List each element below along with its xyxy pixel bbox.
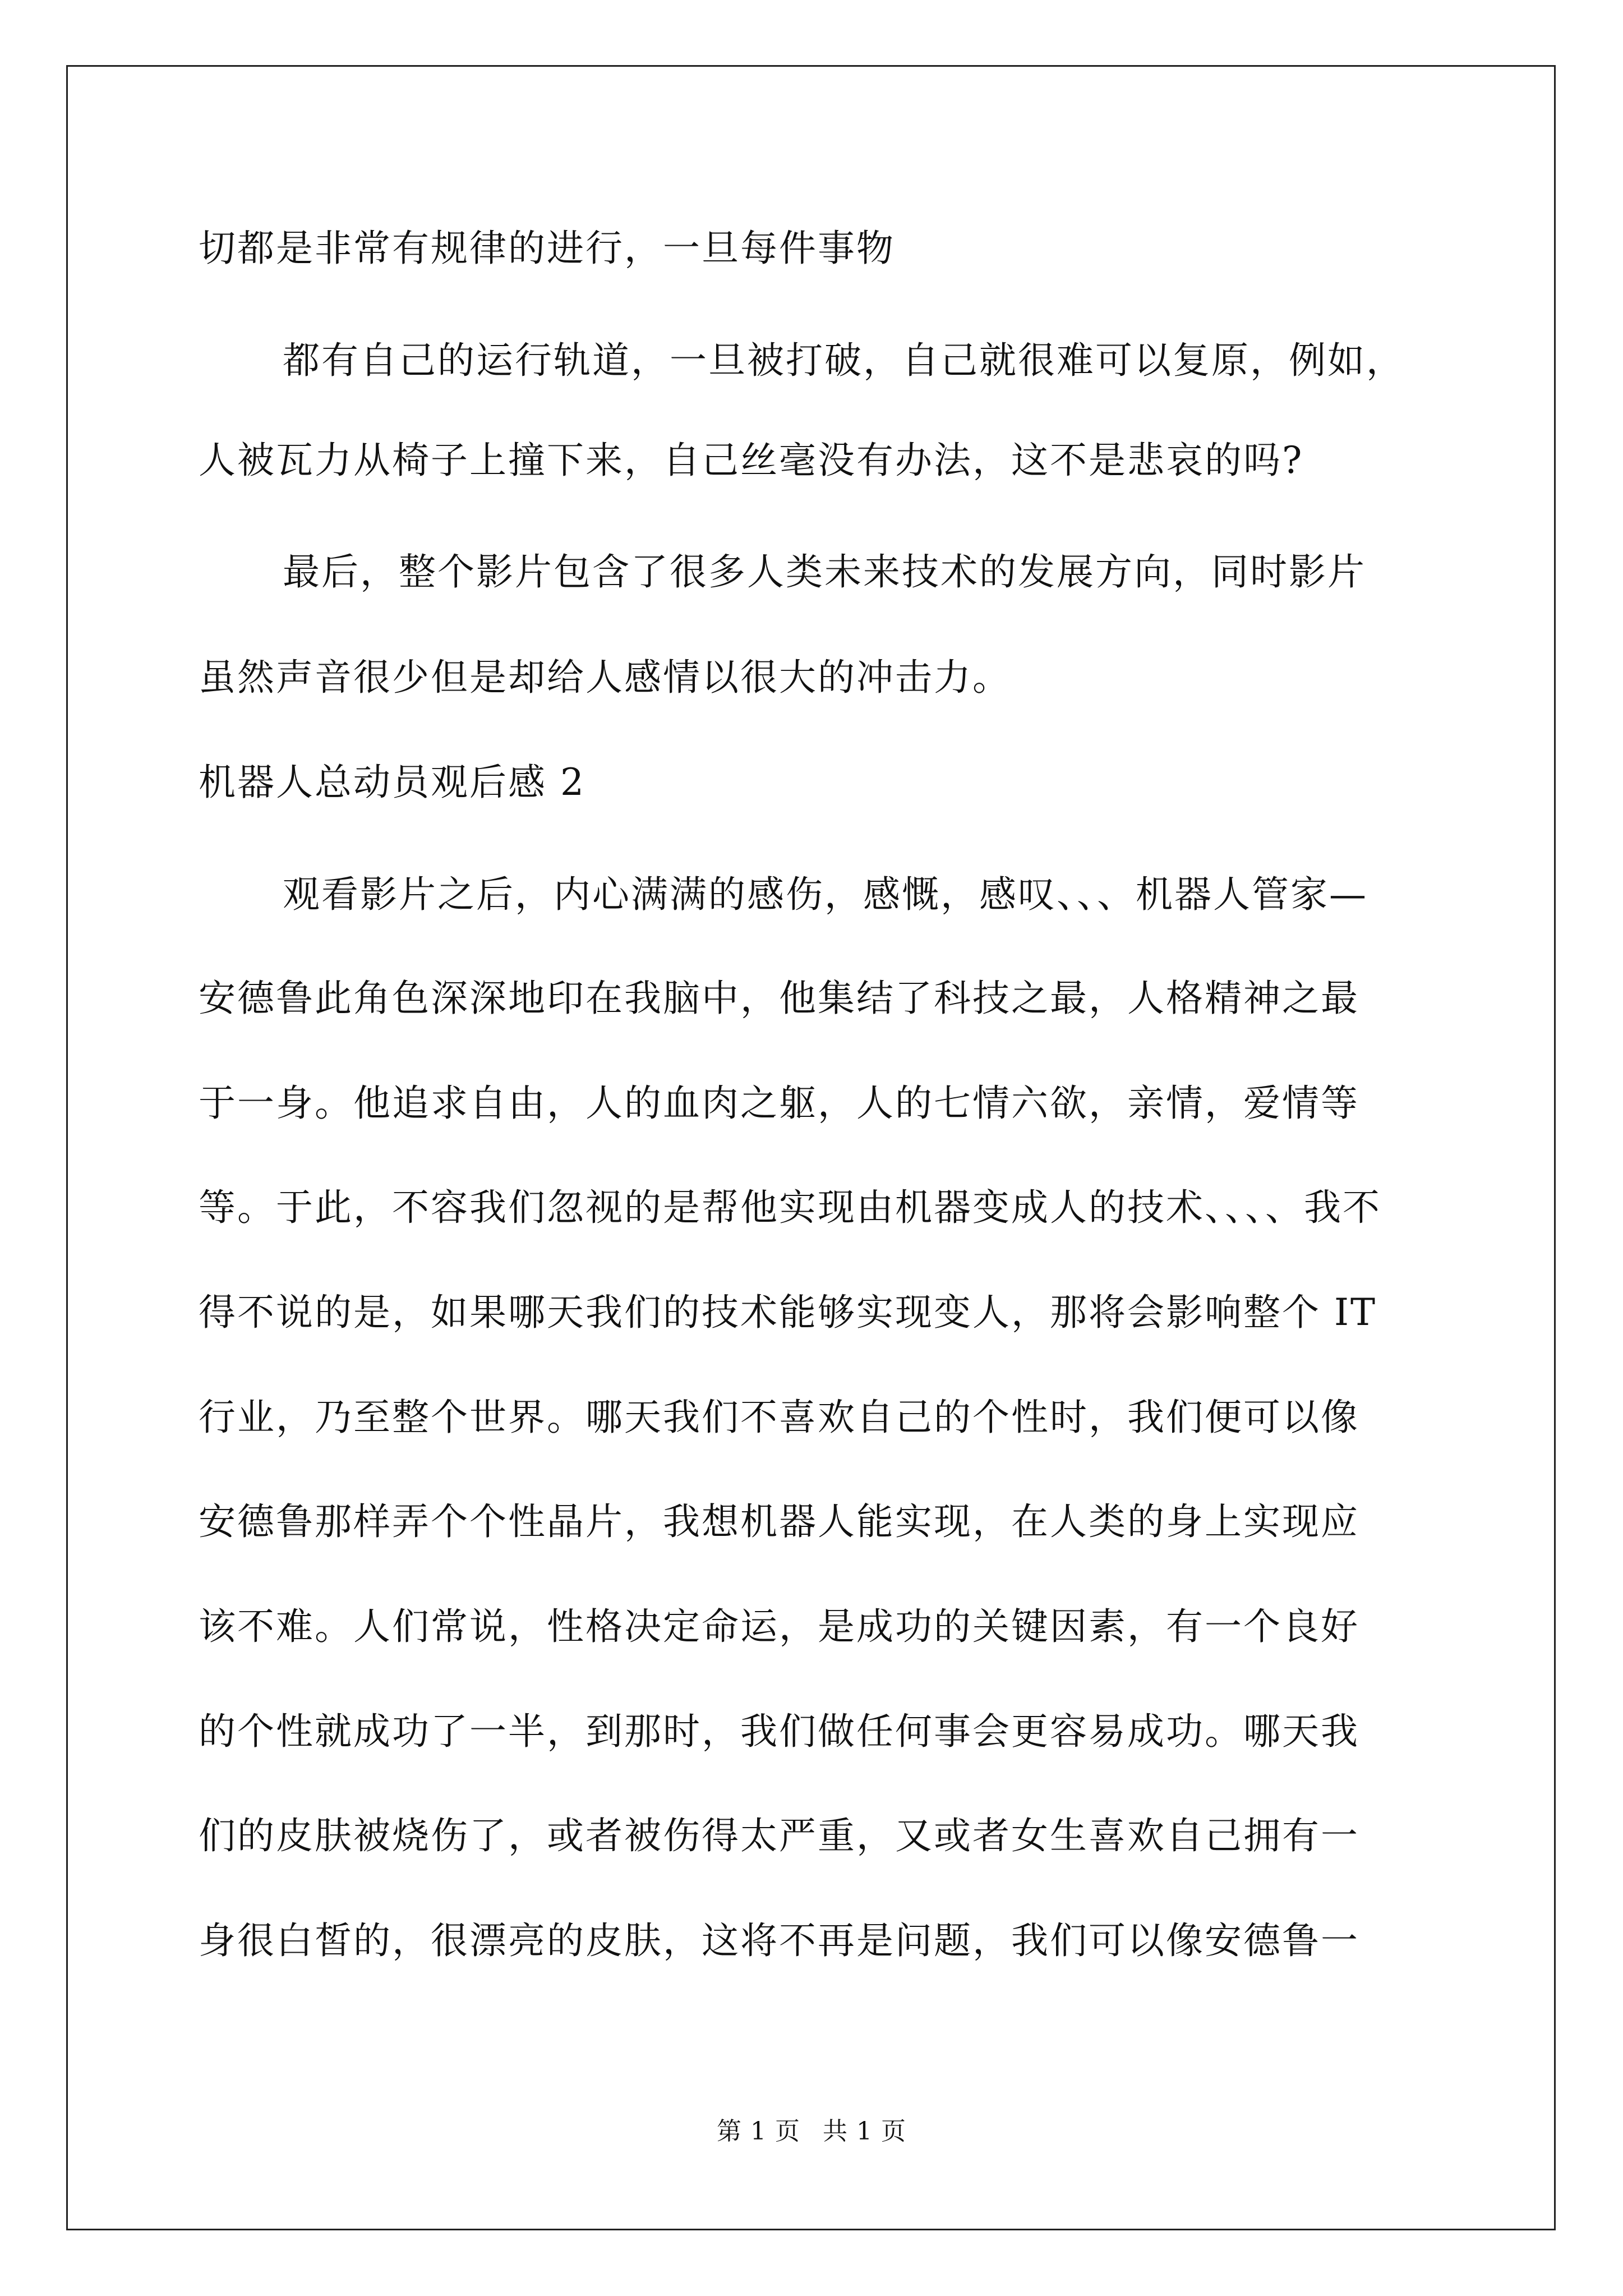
paragraph-5-line-10: 们的皮肤被烧伤了，或者被伤得太严重，又或者女生喜欢自己拥有一 [199, 1814, 1359, 1857]
paragraph-2-line-2: 人被瓦力从椅子上撞下来，自己丝毫没有办法，这不是悲哀的吗? [199, 439, 1304, 482]
paragraph-5-line-11: 身很白皙的，很漂亮的皮肤，这将不再是问题，我们可以像安德鲁一 [199, 1919, 1359, 1962]
paragraph-2-line-1: 都有自己的运行轨道，一旦被打破，自己就很难可以复原，例如， [283, 339, 1405, 382]
paragraph-5-line-7: 安德鲁那样弄个个性晶片，我想机器人能实现，在人类的身上实现应 [199, 1500, 1359, 1543]
page-footer [0, 2116, 1623, 2147]
paragraph-3-line-1: 最后，整个影片包含了很多人类未来技术的发展方向，同时影片 [283, 550, 1366, 593]
paragraph-5-line-3: 于一身。他追求自由，人的血肉之躯，人的七情六欲，亲情，爱情等 [199, 1082, 1359, 1125]
page-total: 共 1 页 [823, 2117, 906, 2146]
paragraph-5-line-9: 的个性就成功了一半，到那时，我们做任何事会更容易成功。哪天我 [199, 1710, 1359, 1753]
paragraph-5-line-2: 安德鲁此角色深深地印在我脑中，他集结了科技之最，人格精神之最 [199, 977, 1359, 1020]
paragraph-5-line-6: 行业，乃至整个世界。哪天我们不喜欢自己的个性时，我们便可以像 [199, 1396, 1359, 1439]
paragraph-5-line-5: 得不说的是，如果哪天我们的技术能够实现变人，那将会影响整个 IT [199, 1291, 1377, 1334]
paragraph-5-line-1: 观看影片之后，内心满满的感伤，感慨，感叹、、、机器人管家— [283, 873, 1368, 916]
section-heading: 机器人总动员观后感 2 [199, 761, 585, 804]
page-border [66, 65, 1556, 2230]
page-number: 第 1 页 [717, 2117, 800, 2146]
paragraph-3-line-2: 虽然声音很少但是却给人感情以很大的冲击力。 [199, 656, 1011, 699]
paragraph-5-line-8: 该不难。人们常说，性格决定命运，是成功的关键因素，有一个良好 [199, 1605, 1359, 1648]
paragraph-1-line-1: 切都是非常有规律的进行，一旦每件事物 [199, 227, 895, 270]
paragraph-5-line-4: 等。于此，不容我们忽视的是帮他实现由机器变成人的技术、、、、我不 [199, 1186, 1381, 1229]
